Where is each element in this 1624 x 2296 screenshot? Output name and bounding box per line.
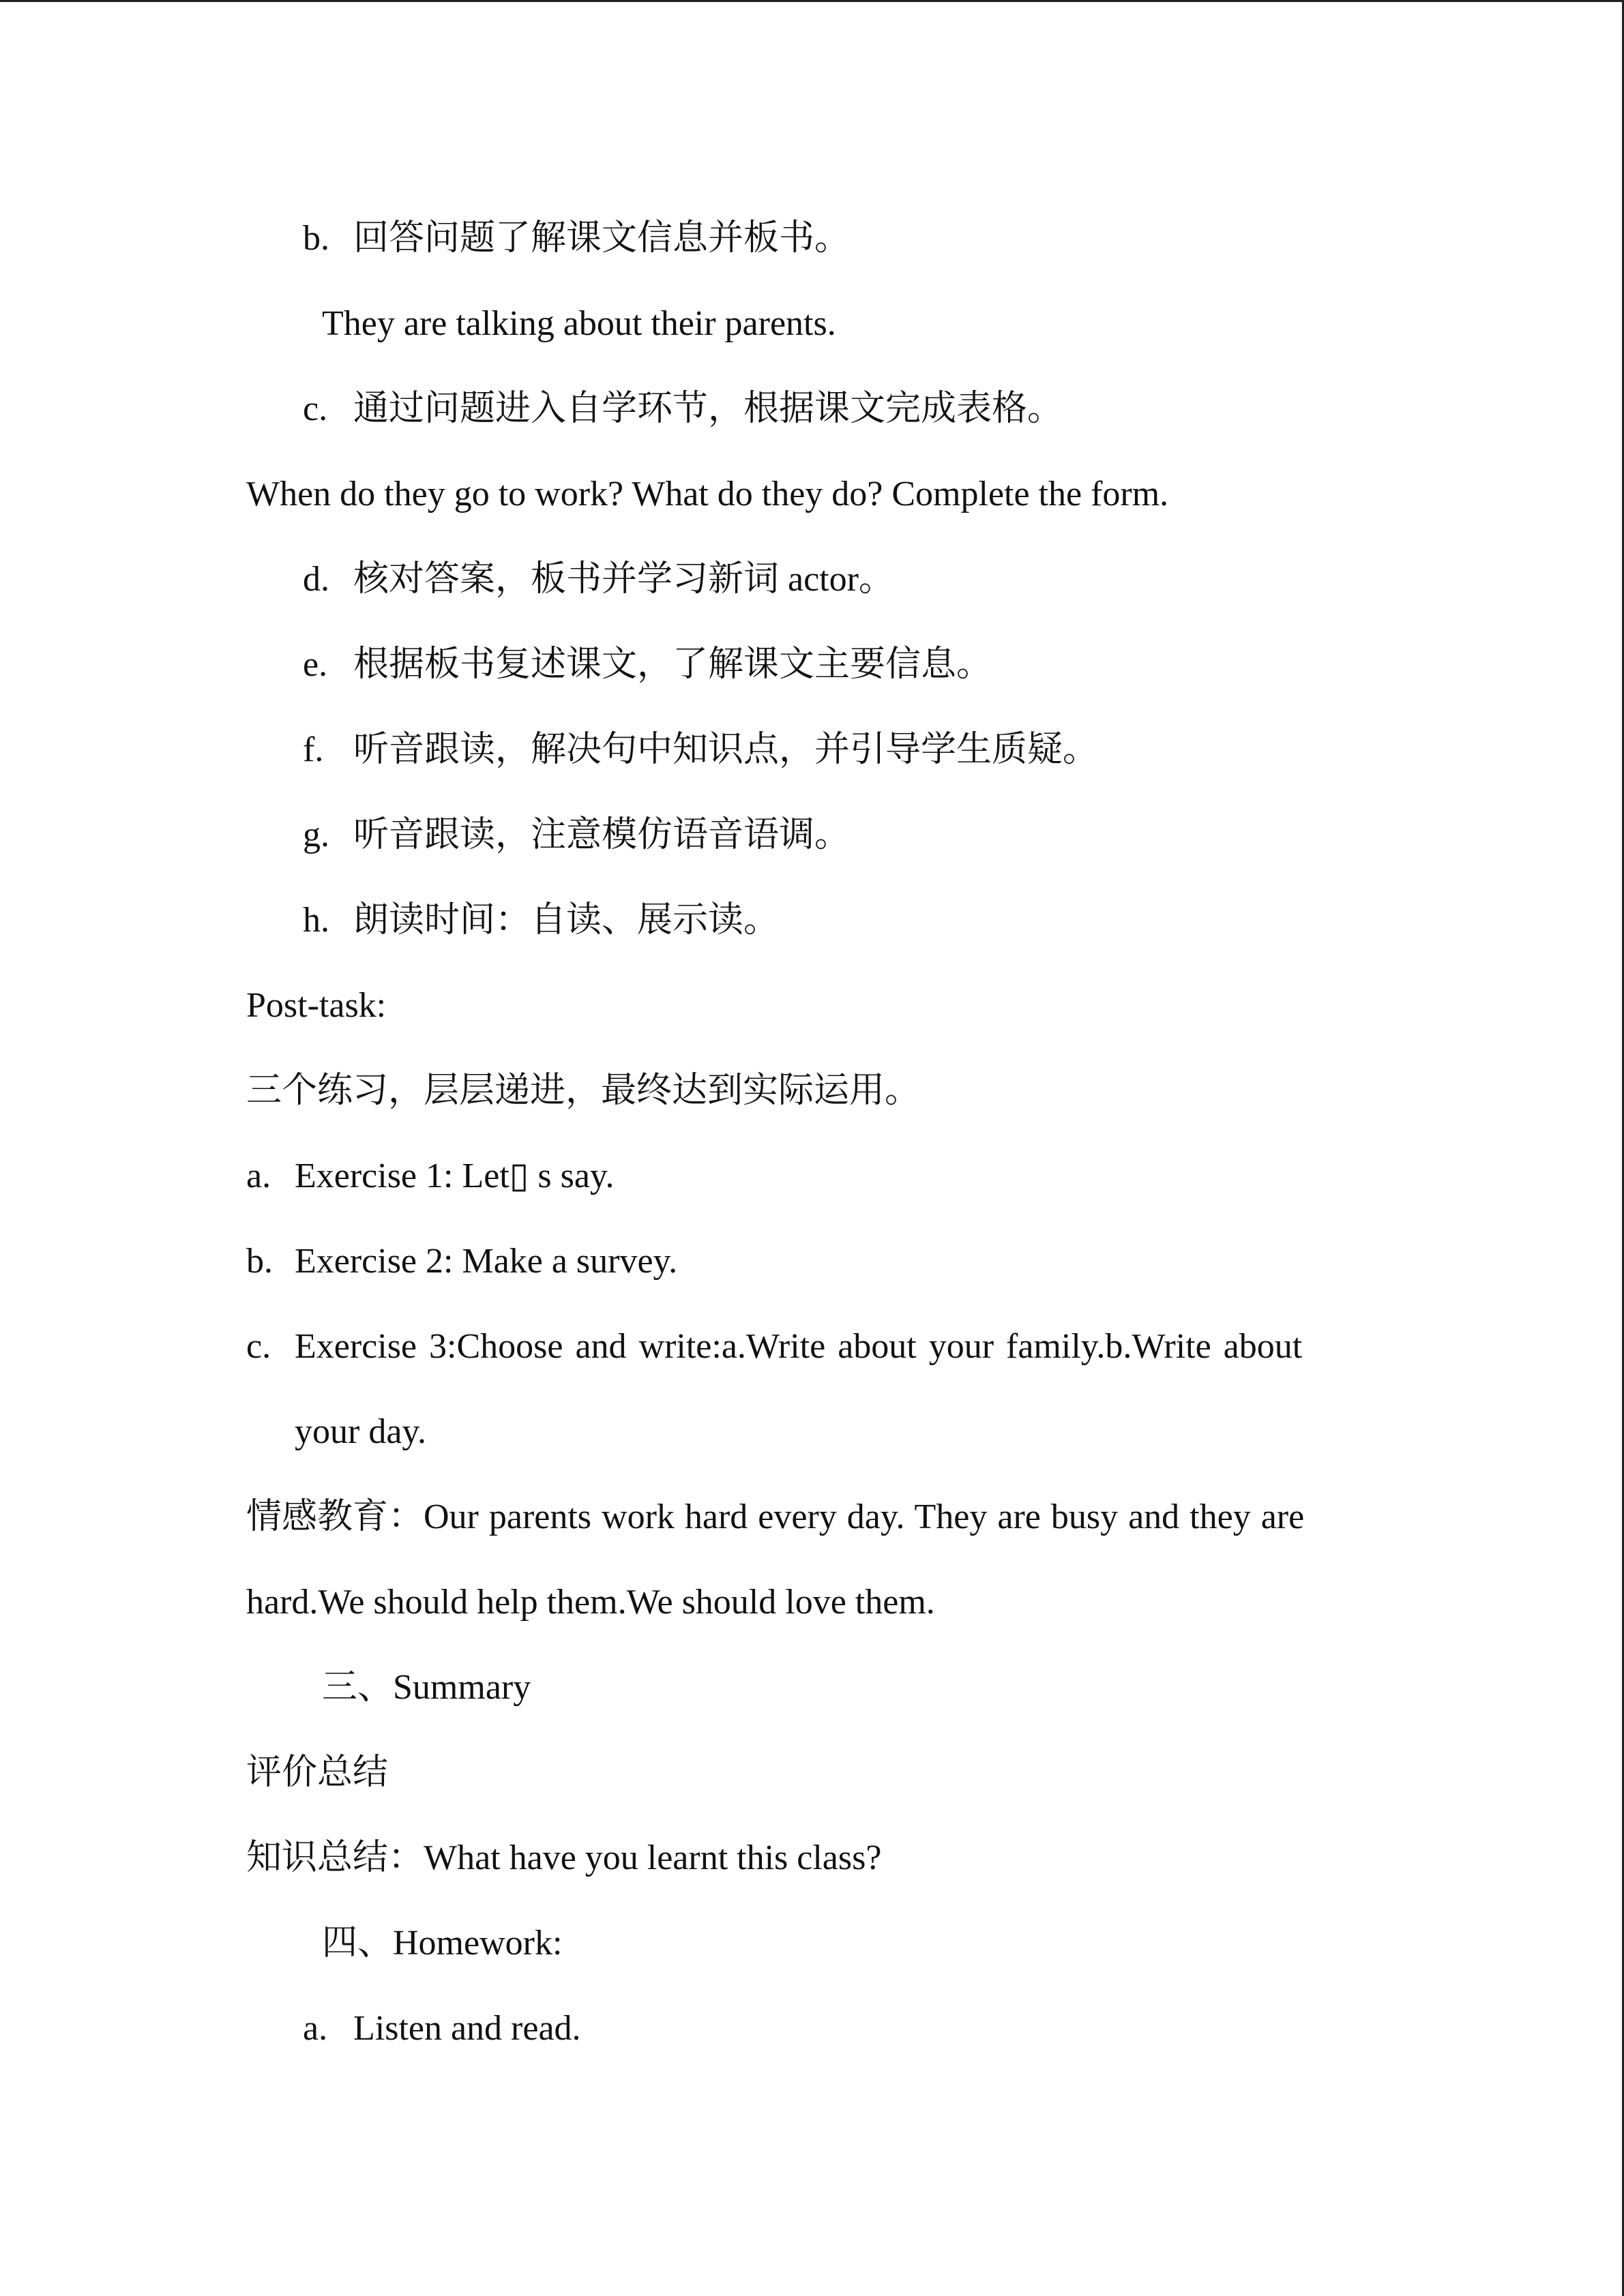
emotion-education-line-2: hard.We should help them.We should love them. (246, 1583, 935, 1622)
list-marker: d. (303, 560, 329, 599)
list-marker: h. (303, 901, 329, 940)
list-marker: g. (303, 816, 329, 854)
step-b-text: 回答问题了解课文信息并板书。 (353, 219, 851, 258)
page-top-border (0, 0, 1624, 2)
exercise-3-continued: your day. (295, 1412, 427, 1451)
exercise-3-text: Exercise 3:Choose and write:a.Write about your family.b.Write about (295, 1327, 1303, 1366)
list-marker: c. (303, 389, 328, 428)
exercise-2-text: Exercise 2: Make a survey. (295, 1242, 678, 1281)
list-marker: f. (303, 730, 324, 769)
list-marker: a. (246, 1157, 271, 1195)
evaluation-summary: 评价总结 (246, 1753, 389, 1792)
exercises-intro: 三个练习，层层递进，最终达到实际运用。 (246, 1071, 921, 1110)
list-marker: a. (303, 2009, 328, 2048)
post-task-heading: Post-task: (246, 986, 387, 1025)
exercise-1-text: Exercise 1: Let▯ s say. (295, 1157, 615, 1195)
summary-heading: 三、Summary (322, 1668, 531, 1707)
homework-a-text: Listen and read. (353, 2009, 581, 2048)
step-c-text: 通过问题进入自学环节，根据课文完成表格。 (353, 389, 1063, 428)
list-marker: b. (303, 219, 329, 258)
list-marker: e. (303, 645, 328, 684)
emotion-education-line-1: 情感教育：Our parents work hard every day. They are busy and they are (246, 1497, 1305, 1536)
list-marker: c. (246, 1327, 271, 1366)
list-marker: b. (246, 1242, 273, 1281)
step-h-text: 朗读时间：自读、展示读。 (353, 901, 780, 940)
step-d-text: 核对答案，板书并学习新词 actor。 (353, 560, 894, 599)
homework-heading: 四、Homework: (322, 1924, 563, 1963)
parents-sentence: They are talking about their parents. (322, 304, 836, 343)
knowledge-summary: 知识总结：What have you learnt this class? (246, 1838, 882, 1877)
step-e-text: 根据板书复述课文，了解课文主要信息。 (353, 645, 992, 684)
step-g-text: 听音跟读，注意模仿语音语调。 (353, 816, 851, 854)
step-f-text: 听音跟读，解决句中知识点，并引导学生质疑。 (353, 730, 1099, 769)
form-questions: When do they go to work? What do they do? Complete the form. (246, 475, 1169, 513)
